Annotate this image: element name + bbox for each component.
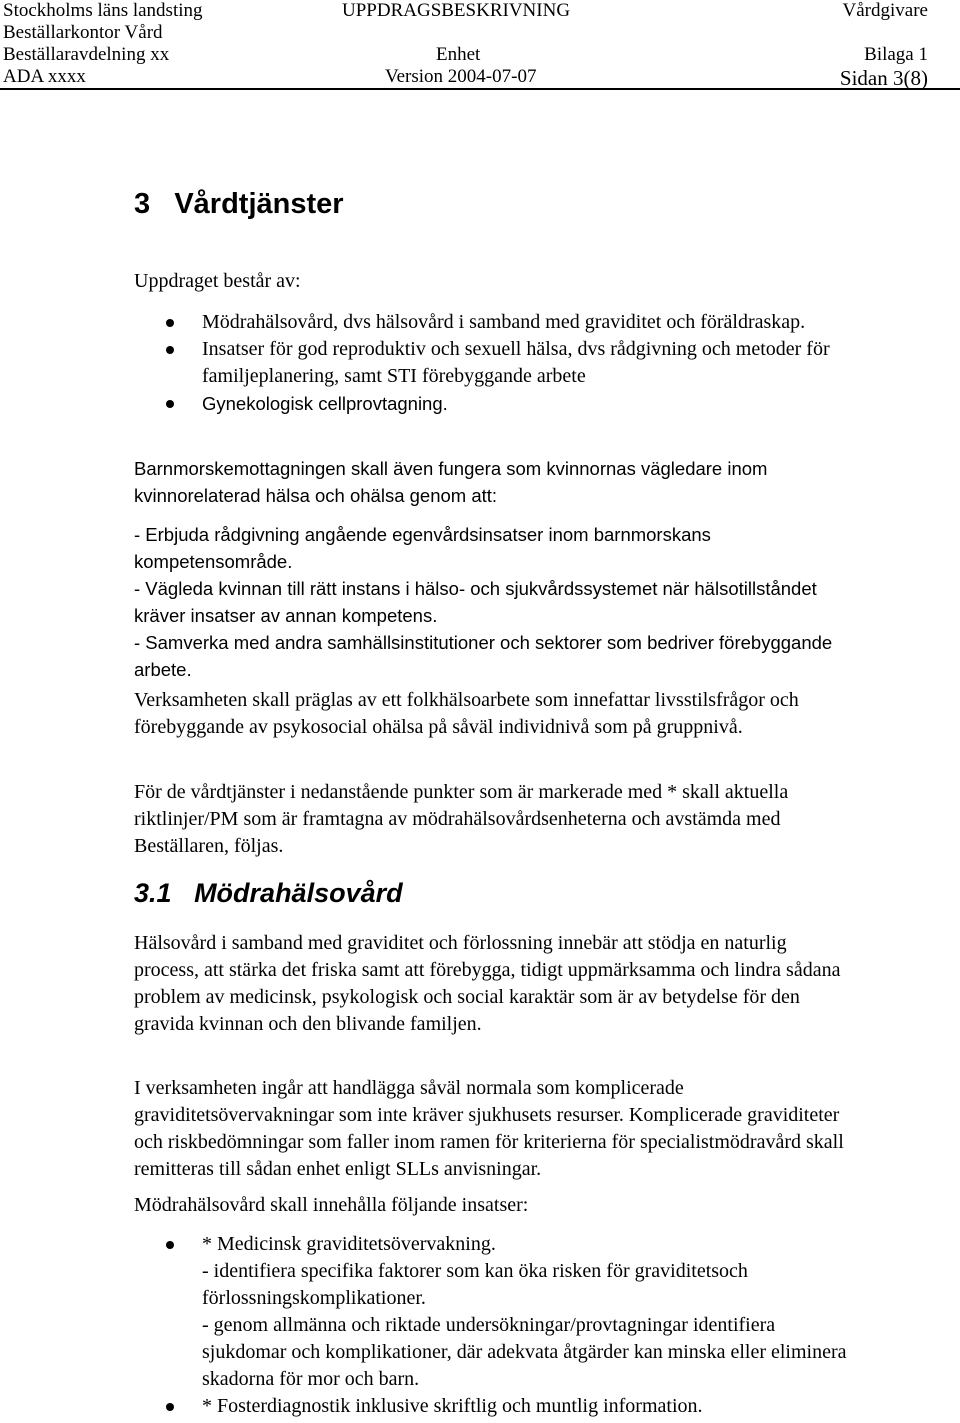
bullet-icon bbox=[166, 1403, 174, 1411]
bullet-icon bbox=[166, 1241, 174, 1249]
header-party: Vårdgivare bbox=[842, 0, 928, 21]
activity-paragraph: Verksamheten skall präglas av ett folkhälsoarbete som innefattar livsstilsfrågor och förebyggande av psykosocial ohälsa på såväl individnivå som på gruppnivå. bbox=[134, 689, 799, 738]
header-version: Version 2004-07-07 bbox=[385, 66, 537, 87]
subsection-number: 3.1 bbox=[134, 878, 172, 908]
section-bullet-list bbox=[134, 309, 854, 417]
header-annex: Bilaga 1 bbox=[864, 44, 928, 65]
item-title: * Fosterdiagnostik inklusive skriftlig och muntlig information. bbox=[202, 1395, 703, 1417]
subsection-paragraph-1: Hälsovård i samband med graviditet och förlossning innebär att stödja en naturlig process, att stärka det friska samt att förebygga, tidigt uppmärksamma och lindra sådana problem av medicinsk, psykologisk och social karaktär som är av betydelse för den gravida kvinnan och den blivande familjen. bbox=[134, 932, 841, 1035]
header-row-2 bbox=[0, 22, 960, 46]
header-row-1 bbox=[0, 0, 960, 24]
list-item: - Samverka med andra samhällsinstitutioner och sektorer som bedriver förebyggande arbete. bbox=[134, 632, 833, 680]
subsection-item-list bbox=[134, 1231, 854, 1420]
subsection-heading bbox=[134, 878, 403, 909]
list-item bbox=[132, 336, 854, 390]
item-detail: - genom allmänna och riktade undersökningar/provtagningar identifiera sjukdomar och komplikationer, där adekvata åtgärder kan minska eller eliminera skadorna för mor och barn. bbox=[202, 1314, 847, 1390]
header-office: Beställarkontor Vård bbox=[3, 22, 163, 43]
guidance-paragraph: Barnmorskemottagningen skall även fungera som kvinnornas vägledare inom kvinnorelaterad hälsa och ohälsa genom att: bbox=[134, 458, 768, 506]
item-title: * Medicinsk graviditetsövervakning. bbox=[202, 1233, 496, 1255]
bullet-icon bbox=[166, 400, 174, 408]
page-header bbox=[0, 0, 960, 95]
list-item: - Vägleda kvinnan till rätt instans i hälso- och sjukvårdssystemet när hälsotillståndet kräver insatser av annan kompetens. bbox=[134, 578, 817, 626]
header-organization: Stockholms läns landsting bbox=[3, 0, 203, 21]
list-item bbox=[132, 1393, 854, 1420]
section-number: 3 bbox=[134, 188, 151, 220]
list-item: - Erbjuda rådgivning angående egenvårdsinsatser inom barnmorskans kompetensområde. bbox=[134, 524, 711, 572]
bullet-icon bbox=[166, 319, 174, 327]
item-detail: - identifiera specifika faktorer som kan öka risken för graviditetsoch förlossningskomplikationer. bbox=[202, 1260, 748, 1309]
bullet-icon bbox=[166, 346, 174, 354]
list-item bbox=[132, 309, 854, 336]
bullet-text: Mödrahälsovård, dvs hälsovård i samband med graviditet och föräldraskap. bbox=[202, 311, 806, 333]
section-heading bbox=[134, 188, 344, 221]
header-department: Beställaravdelning xx bbox=[3, 44, 170, 65]
subsection-paragraph-2: I verksamheten ingår att handlägga såväl normala som komplicerade graviditetsövervakningar som inte kräver sjukhusets resurser. Komplicerade graviditeter och riskbedömningar som faller inom ramen för kriterierna för specialistmödravård skall remitteras till sådan enhet enligt SLLs anvisningar. bbox=[134, 1077, 844, 1180]
list-item bbox=[132, 1231, 854, 1393]
bullet-text: Gynekologisk cellprovtagning. bbox=[202, 393, 448, 414]
section-title: Vårdtjänster bbox=[174, 188, 344, 220]
header-page-number: Sidan 3(8) bbox=[839, 66, 928, 90]
subsection-title: Mödrahälsovård bbox=[194, 878, 403, 908]
header-row-4 bbox=[0, 66, 960, 90]
header-document-type: UPPDRAGSBESKRIVNING bbox=[342, 0, 571, 21]
subsection-paragraph-3: Mödrahälsovård skall innehålla följande insatser: bbox=[134, 1194, 529, 1216]
header-reference: ADA xxxx bbox=[3, 66, 86, 87]
header-row-3 bbox=[0, 44, 960, 68]
section-intro: Uppdraget består av: bbox=[134, 270, 301, 292]
guidelines-paragraph: För de vårdtjänster i nedanstående punkter som är markerade med * skall aktuella riktlinjer/PM som är framtagna av mödrahälsovårdsenheterna och avstämda med Beställaren, följas. bbox=[134, 781, 789, 857]
header-unit: Enhet bbox=[436, 44, 481, 65]
header-divider bbox=[0, 88, 960, 90]
guidance-list bbox=[134, 521, 854, 683]
bullet-text: Insatser för god reproduktiv och sexuell hälsa, dvs rådgivning och metoder för familjeplanering, samt STI förebyggande arbete bbox=[202, 338, 830, 387]
list-item bbox=[132, 390, 854, 417]
